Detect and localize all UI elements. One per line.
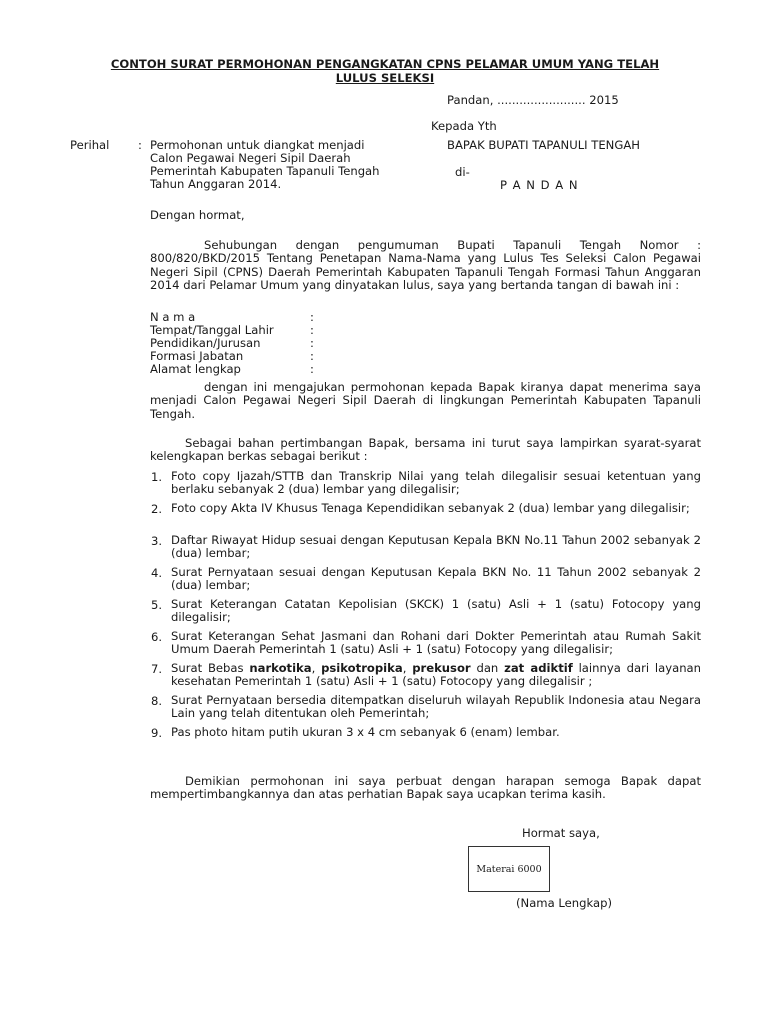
list-7-part: lainnya dari layanan kesehatan Pemerintah 1 (satu) Asli + 1 (satu) Fotocopy yang dilegalisir ; xyxy=(171,661,701,689)
list-item-number: 5. xyxy=(151,598,163,612)
field-label-nama: N a m a xyxy=(150,310,196,324)
field-label-ttl: Tempat/Tanggal Lahir xyxy=(150,323,274,337)
list-item: Surat Pernyataan bersedia ditempatkan diseluruh wilayah Republik Indonesia atau Negara Lain yang telah ditentukan oleh Pemerintah; xyxy=(171,693,701,721)
list-item: Foto copy Akta IV Khusus Tenaga Kependidikan sebanyak 2 (dua) lembar yang dilegalisir; xyxy=(171,501,690,515)
list-7-narkotika: narkotika xyxy=(249,661,312,675)
list-item: Surat Keterangan Sehat Jasmani dan Rohani dari Dokter Pemerintah atau Rumah Sakit Umum Daerah Pemerintah 1 (satu) Asli + 1 (satu) Fotocopy yang dilegalisir; xyxy=(171,629,701,657)
list-item-number: 3. xyxy=(151,534,163,548)
list-item xyxy=(171,662,701,689)
recipient-place: P A N D A N xyxy=(500,178,579,192)
list-7-part: Surat Bebas xyxy=(171,661,250,675)
perihal-line-4: Tahun Anggaran 2014. xyxy=(150,177,282,191)
greeting: Dengan hormat, xyxy=(150,208,245,222)
signature-regards: Hormat saya, xyxy=(522,826,600,840)
closing-paragraph: Demikian permohonan ini saya perbuat dengan harapan semoga Bapak dapat mempertimbangkannya dan atas perhatian Bapak saya ucapkan terima kasih. xyxy=(150,774,701,802)
list-item-number: 4. xyxy=(151,566,163,580)
perihal-line-3: Pemerintah Kabupaten Tapanuli Tengah xyxy=(150,164,380,178)
list-7-prekusor: prekusor xyxy=(412,661,471,675)
recipient-kepada: Kepada Yth xyxy=(431,119,497,133)
materai-stamp-box xyxy=(468,846,550,892)
field-label-alamat: Alamat lengkap xyxy=(150,362,241,376)
recipient-di: di- xyxy=(455,165,470,179)
list-item-number: 8. xyxy=(151,694,163,708)
list-7-part: dan xyxy=(470,661,505,675)
field-colon-pendidikan: : xyxy=(310,336,314,350)
intro-paragraph: Sehubungan dengan pengumuman Bupati Tapanuli Tengah Nomor : 800/820/BKD/2015 Tentang Penetapan Nama-Nama yang Lulus Tes Seleksi Calon Pegawai Negeri Sipil (CPNS) Daerah Pemerintah Kabupaten Tapanuli Tengah Formasi Tahun Anggaran 2014 dari Pelamar Umum yang dinyatakan lulus, saya yang bertanda tangan di bawah ini : xyxy=(150,238,701,293)
signature-name: (Nama Lengkap) xyxy=(516,896,612,910)
field-label-pendidikan: Pendidikan/Jurusan xyxy=(150,336,261,350)
stamp-label: Materai 6000 xyxy=(476,863,542,875)
field-colon-formasi: : xyxy=(310,349,314,363)
list-item: Pas photo hitam putih ukuran 3 x 4 cm sebanyak 6 (enam) lembar. xyxy=(171,725,560,739)
request-paragraph: dengan ini mengajukan permohonan kepada Bapak kiranya dapat menerima saya menjadi Calon Pegawai Negeri Sipil Daerah di lingkungan Pemerintah Kabupaten Tapanuli Tengah. xyxy=(150,380,701,421)
list-item-number: 7. xyxy=(151,662,163,676)
recipient-name: BAPAK BUPATI TAPANULI TENGAH xyxy=(447,138,640,152)
field-colon-ttl: : xyxy=(310,323,314,337)
list-item-number: 6. xyxy=(151,630,163,644)
perihal-label: Perihal xyxy=(70,138,110,152)
list-item-number: 2. xyxy=(151,502,163,516)
list-7-psikotropika: psikotropika xyxy=(321,661,403,675)
field-label-formasi: Formasi Jabatan xyxy=(150,349,244,363)
date-line: Pandan, ........................ 2015 xyxy=(447,93,619,107)
attachments-intro: Sebagai bahan pertimbangan Bapak, bersama ini turut saya lampirkan syarat-syarat kelengkapan berkas sebagai berikut : xyxy=(150,436,701,464)
perihal-line-1: Permohonan untuk diangkat menjadi xyxy=(150,138,365,152)
list-item: Daftar Riwayat Hidup sesuai dengan Keputusan Kepala BKN No.11 Tahun 2002 sebanyak 2 (dua) lembar; xyxy=(171,533,701,561)
list-item: Surat Pernyataan sesuai dengan Keputusan Kepala BKN No. 11 Tahun 2002 sebanyak 2 (dua) lembar; xyxy=(171,565,701,593)
field-colon-nama: : xyxy=(310,310,314,324)
list-item-number: 9. xyxy=(151,726,163,740)
document-title: CONTOH SURAT PERMOHONAN PENGANGKATAN CPNS PELAMAR UMUM YANG TELAH LULUS SELEKSI xyxy=(110,57,660,85)
perihal-colon: : xyxy=(138,138,142,152)
list-item-number: 1. xyxy=(151,470,163,484)
list-item: Surat Keterangan Catatan Kepolisian (SKCK) 1 (satu) Asli + 1 (satu) Fotocopy yang dilegalisir; xyxy=(171,597,701,625)
field-colon-alamat: : xyxy=(310,362,314,376)
list-7-zat-adiktif: zat adiktif xyxy=(504,661,573,675)
list-item: Foto copy Ijazah/STTB dan Transkrip Nilai yang telah dilegalisir sesuai ketentuan yang berlaku sebanyak 2 (dua) lembar yang dilegalisir; xyxy=(171,469,701,497)
perihal-line-2: Calon Pegawai Negeri Sipil Daerah xyxy=(150,151,351,165)
list-7-part: , xyxy=(311,661,322,675)
list-7-part: , xyxy=(402,661,413,675)
